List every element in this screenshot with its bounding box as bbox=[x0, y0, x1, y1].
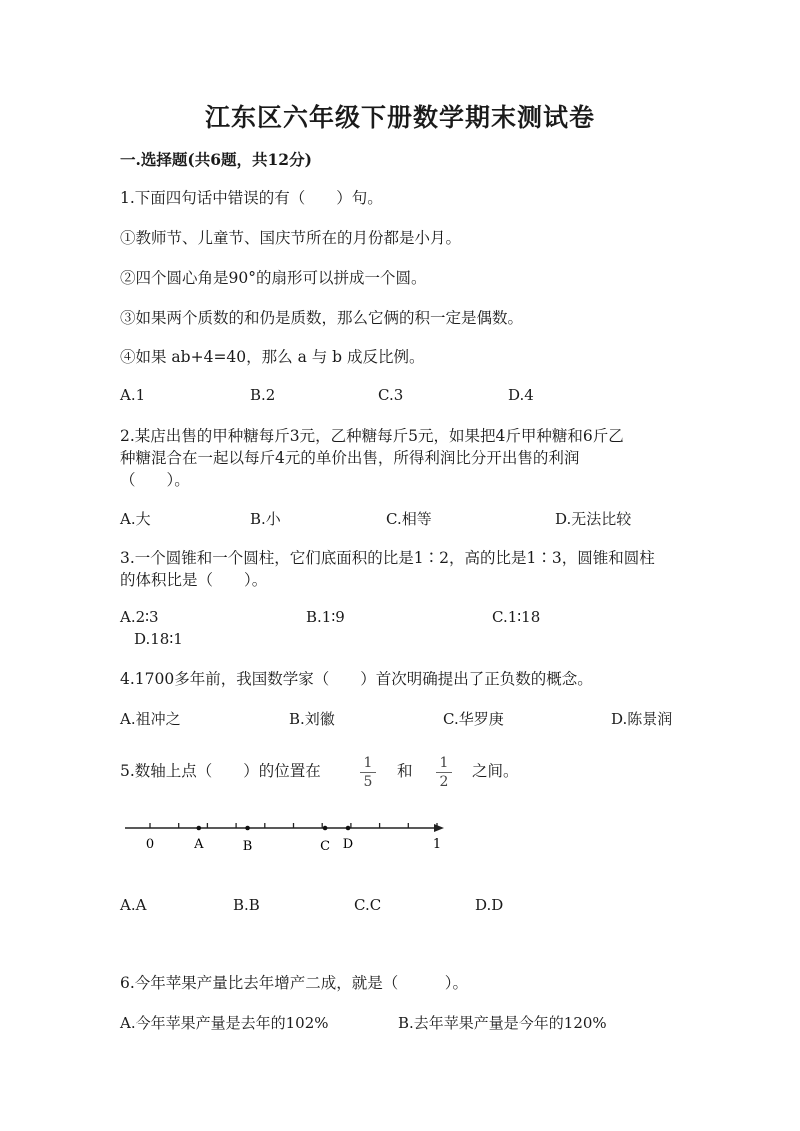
number-line-label-d: D bbox=[342, 837, 354, 852]
q1-stem: 1.下面四句话中错误的有（ ）句。 bbox=[120, 189, 383, 207]
number-line-label-one: 1 bbox=[432, 837, 442, 852]
page-title: 江东区六年级下册数学期末测试卷 bbox=[204, 103, 595, 132]
fraction-numerator: 1 bbox=[439, 755, 449, 771]
fraction-numerator: 1 bbox=[363, 755, 373, 771]
number-line-point-c bbox=[323, 826, 328, 831]
q4-option-d[interactable]: D.陈景润 bbox=[611, 710, 673, 728]
q2-option-a[interactable]: A.大 bbox=[120, 510, 151, 528]
q3-option-c[interactable]: C.1∶18 bbox=[492, 608, 541, 626]
q5-stem-and: 和 bbox=[397, 762, 413, 780]
q5-fraction-one-half bbox=[436, 755, 452, 790]
q2-stem-line-2: 种糖混合在一起以每斤4元的单价出售，所得利润比分开出售的利润 bbox=[120, 449, 580, 467]
number-line-point-b bbox=[245, 826, 250, 831]
fraction-denominator: 2 bbox=[439, 774, 449, 790]
q2-option-d[interactable]: D.无法比较 bbox=[555, 510, 632, 528]
q6-stem: 6.今年苹果产量比去年增产二成，就是（ ）。 bbox=[120, 974, 469, 992]
section-heading: 一.选择题(共6题，共12分) bbox=[120, 150, 312, 169]
q5-stem-part-2: 之间。 bbox=[472, 762, 519, 780]
q1-statement-1: ①教师节、儿童节、国庆节所在的月份都是小月。 bbox=[120, 229, 462, 247]
q2-option-b[interactable]: B.小 bbox=[250, 510, 281, 528]
q2-stem-line-1: 2.某店出售的甲种糖每斤3元，乙种糖每斤5元，如果把4斤甲种糖和6斤乙 bbox=[120, 427, 624, 445]
q3-stem-line-2: 的体积比是（ ）。 bbox=[120, 571, 268, 589]
q5-option-d[interactable]: D.D bbox=[475, 896, 504, 914]
number-line-label-b: B bbox=[242, 839, 253, 854]
number-line-point-a bbox=[196, 826, 201, 831]
q5-fraction-one-fifth bbox=[360, 755, 376, 790]
number-line-label-c: C bbox=[320, 839, 331, 854]
q1-option-b[interactable]: B.2 bbox=[250, 386, 276, 404]
q1-option-a[interactable]: A.1 bbox=[120, 386, 146, 404]
q3-stem-line-1: 3.一个圆锥和一个圆柱，它们底面积的比是1∶2，高的比是1∶3，圆锥和圆柱 bbox=[120, 549, 655, 567]
q4-option-c[interactable]: C.华罗庚 bbox=[443, 710, 504, 728]
q2-option-c[interactable]: C.相等 bbox=[386, 510, 432, 528]
q5-option-b[interactable]: B.B bbox=[233, 896, 260, 914]
q5-stem-part-1: 5.数轴上点（ ）的位置在 bbox=[120, 762, 321, 780]
q4-stem: 4.1700多年前，我国数学家（ ）首次明确提出了正负数的概念。 bbox=[120, 670, 593, 688]
q1-statement-4: ④如果 ab+4=40，那么 a 与 b 成反比例。 bbox=[120, 348, 425, 366]
q3-option-d[interactable]: D.18∶1 bbox=[134, 630, 183, 648]
q5-option-a[interactable]: A.A bbox=[120, 896, 147, 914]
q3-option-b[interactable]: B.1∶9 bbox=[306, 608, 345, 626]
q4-option-b[interactable]: B.刘徽 bbox=[289, 710, 335, 728]
number-line-label-zero: 0 bbox=[145, 837, 155, 852]
fraction-denominator: 5 bbox=[363, 774, 373, 790]
q1-option-c[interactable]: C.3 bbox=[378, 386, 404, 404]
number-line-label-a: A bbox=[194, 837, 204, 852]
q1-statement-2: ②四个圆心角是90°的扇形可以拼成一个圆。 bbox=[120, 269, 427, 287]
q1-option-d[interactable]: D.4 bbox=[508, 386, 534, 404]
q6-option-b[interactable]: B.去年苹果产量是今年的120% bbox=[398, 1014, 607, 1032]
q4-option-a[interactable]: A.祖冲之 bbox=[120, 710, 181, 728]
number-line-point-d bbox=[346, 826, 351, 831]
q3-option-a[interactable]: A.2∶3 bbox=[120, 608, 159, 626]
q6-option-a[interactable]: A.今年苹果产量是去年的102% bbox=[120, 1014, 329, 1032]
number-line-figure bbox=[110, 810, 460, 860]
q1-statement-3: ③如果两个质数的和仍是质数，那么它俩的积一定是偶数。 bbox=[120, 309, 524, 327]
q2-stem-line-3: （ ）。 bbox=[120, 471, 190, 489]
q5-option-c[interactable]: C.C bbox=[354, 896, 382, 914]
number-line-arrow-icon bbox=[434, 824, 444, 832]
